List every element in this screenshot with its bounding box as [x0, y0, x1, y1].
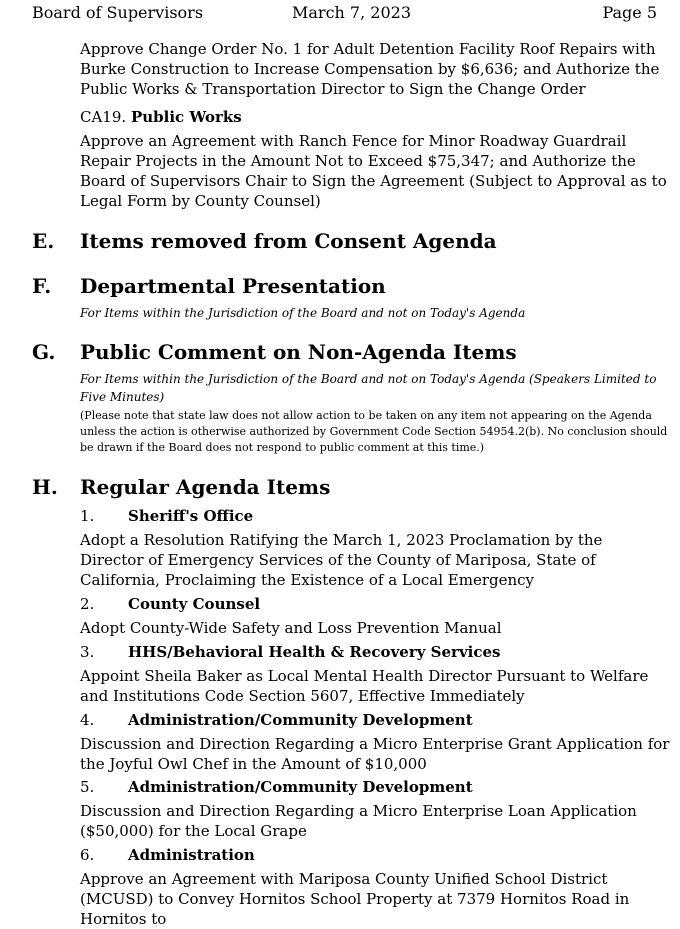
consent-item-19-text: Approve an Agreement with Ranch Fence for Minor Roadway Guardrail Repair Projects in the Amount Not to Exceed $75,347; and Authorize the Board of Supervisors Chair to Sign the Agreement (Subject to Approval as to Legal Form by County Counsel) [80, 132, 667, 210]
regular-item-text: Adopt County-Wide Safety and Loss Prevention Manual [80, 619, 502, 637]
regular-item-text: Adopt a Resolution Ratifying the March 1, 2023 Proclamation by the Director of Emergency Services of the County of Mariposa, State of California, Proclaiming the Existence of a Local Emergency [80, 531, 603, 589]
section-f-letter: F. [32, 274, 52, 298]
regular-item-number: 2. [80, 595, 95, 613]
regular-item-number: 5. [80, 778, 95, 796]
consent-item-19-category: Public Works [130, 108, 242, 126]
regular-item-text: Approve an Agreement with Mariposa County Unified School District (MCUSD) to Convey Hornitos School Property at 7379 Hornitos Road in Hornitos to [80, 870, 630, 928]
header-board-name: Board of Supervisors [32, 3, 204, 22]
regular-item-category: County Counsel [128, 595, 261, 613]
regular-item-text: Appoint Sheila Baker as Local Mental Health Director Pursuant to Welfare and Institutions Code Section 5607, Effective Immediately [80, 667, 649, 705]
consent-item-19-number: CA19. [80, 108, 127, 126]
section-h-letter: H. [32, 475, 58, 499]
regular-item-category: Administration/Community Development [128, 711, 473, 729]
regular-item-number: 4. [80, 711, 95, 729]
section-h-title: Regular Agenda Items [80, 475, 331, 499]
regular-item-number: 1. [80, 507, 95, 525]
regular-item-text: Discussion and Direction Regarding a Micro Enterprise Grant Application for the Joyful Owl Chef in the Amount of $10,000 [80, 735, 670, 773]
consent-item-19-heading [80, 107, 242, 127]
header-meeting-date: March 7, 2023 [292, 3, 411, 22]
regular-item-number: 6. [80, 846, 95, 864]
regular-item-category: Sheriff's Office [128, 507, 254, 525]
regular-item-category: HHS/Behavioral Health & Recovery Services [128, 643, 501, 661]
section-g-note: For Items within the Jurisdiction of the Board and not on Today's Agenda (Speakers Limited to Five Minutes) [80, 372, 657, 404]
section-f-note: For Items within the Jurisdiction of the Board and not on Today's Agenda [80, 306, 526, 320]
section-g-legal-note: (Please note that state law does not allow action to be taken on any item not appearing on the Agenda unless the action is otherwise authorized by Government Code Section 54954.2(b). No conclusion should be drawn if the Board does not respond to public comment at this time.) [80, 409, 668, 454]
section-g-letter: G. [32, 340, 56, 364]
section-g-title: Public Comment on Non-Agenda Items [80, 340, 517, 364]
regular-item-text: Discussion and Direction Regarding a Micro Enterprise Loan Application ($50,000) for the Local Grape [80, 802, 637, 840]
header-page-number: Page 5 [602, 3, 657, 22]
regular-item-category: Administration [128, 846, 255, 864]
regular-item-category: Administration/Community Development [128, 778, 473, 796]
section-f-title: Departmental Presentation [80, 274, 386, 298]
section-e-title: Items removed from Consent Agenda [80, 229, 497, 253]
regular-item-number: 3. [80, 643, 95, 661]
consent-item-18-text: Approve Change Order No. 1 for Adult Detention Facility Roof Repairs with Burke Construction to Increase Compensation by $6,636; and Authorize the Public Works & Transportation Director to Sign the Change Order [80, 40, 660, 98]
section-e-letter: E. [32, 229, 55, 253]
